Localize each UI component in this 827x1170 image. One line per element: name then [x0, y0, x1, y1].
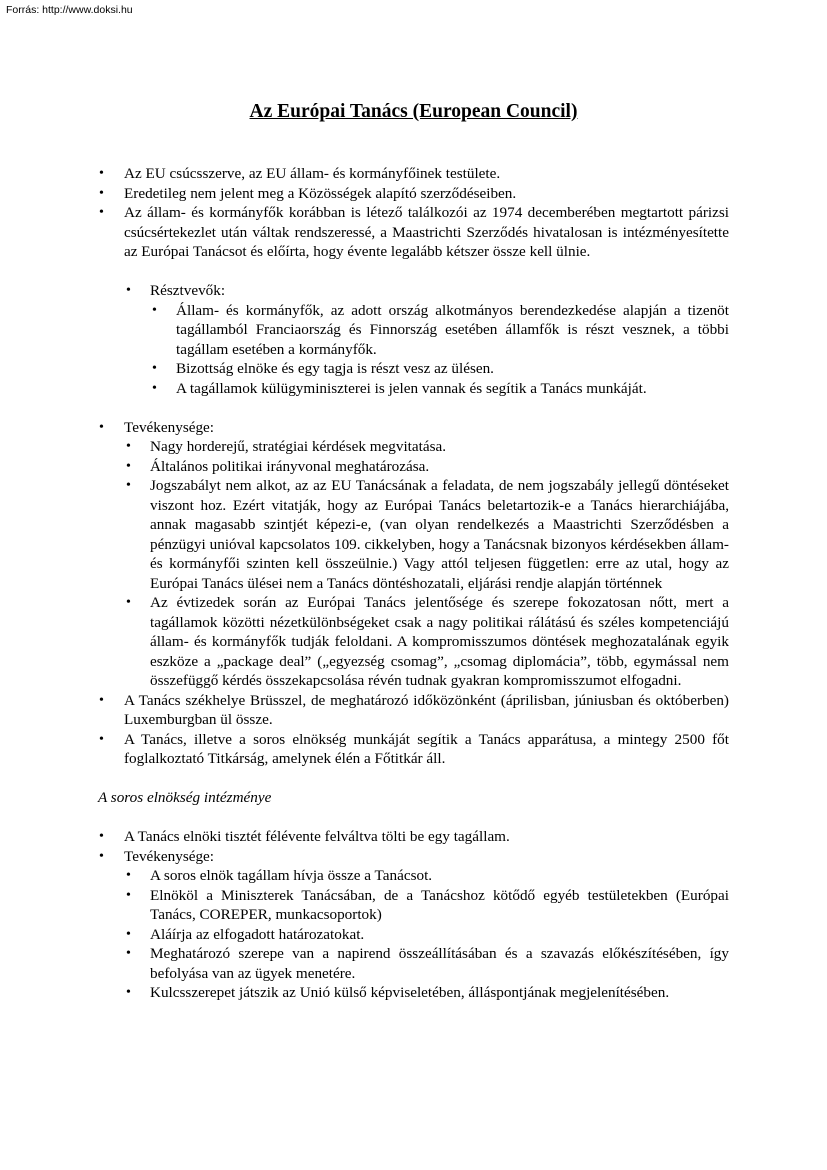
list-item: • Kulcsszerepet játszik az Unió külső képviseletében, álláspontjának megjelenítésében.: [124, 983, 729, 1003]
section-heading: A soros elnökség intézménye: [98, 789, 272, 806]
list-item: • A soros elnök tagállam hívja össze a Tanácsot.: [124, 866, 729, 886]
activity-label: Tevékenysége:: [124, 418, 215, 436]
list-item: • Meghatározó szerepe van a napirend összeállításában és a szavazás előkészítésében, így befolyása van az ügyek menetére.: [124, 944, 729, 983]
list-item: • Elnököl a Miniszterek Tanácsában, de a Tanácshoz kötődő egyéb testületekben (Európai Tanács, COREPER, munkacsoportok): [124, 886, 729, 925]
list-item: • A Tanács elnöki tisztét félévente felváltva tölti be egy tagállam.: [98, 827, 729, 847]
participants-list: [124, 281, 729, 398]
list-item: • A tagállamok külügyminiszterei is jelen vannak és segítik a Tanács munkáját.: [150, 379, 729, 399]
list-item: • A Tanács székhelye Brüsszel, de meghatározó időközönként (áprilisban, júniusban és októberben) Luxemburgban ül össze.: [98, 691, 729, 730]
presidency-activity-label: Tevékenysége:: [124, 847, 215, 865]
list-item: • Általános politikai irányvonal meghatározása.: [124, 457, 729, 477]
list-item: • Aláírja az elfogadott határozatokat.: [124, 925, 729, 945]
participants-label: Résztvevők:: [150, 282, 226, 299]
presidency-list: [98, 827, 729, 1003]
activity-list: [98, 418, 729, 769]
list-item: • Jogszabályt nem alkot, az az EU Tanácsának a feladata, de nem jogszabály jellegű döntéseket viszont hoz. Ezért vitatják, hogy az Európai Tanács beletartozik-e a Tanács hierarchiájába, annak magasabb szintjét képezi-e, (van olyan rendelkezés a Maastrichti Szerződésben a pénzügyi unióval kapcsolatos 109. cikkelyben, hogy a Tanácsnak bizonyos kérdésekben állam- és kormányfői szinten kell összeülnie.) Vagy attól teljesen független: erre az utal, hogy az Európai Tanács ülései nem a Tanács döntéshozatali, eljárási rendje alapján történnek: [124, 476, 729, 593]
page-title: Az Európai Tanács (European Council): [249, 101, 578, 122]
list-item: • Nagy horderejű, stratégiai kérdések megvitatása.: [124, 437, 729, 457]
presidency-sublist: [124, 866, 729, 1003]
activity-item: [98, 418, 729, 691]
list-item: • Bizottság elnöke és egy tagja is részt vesz az ülésen.: [150, 359, 729, 379]
list-item: • Eredetileg nem jelent meg a Közösségek alapító szerződéseiben.: [98, 184, 729, 204]
source-note: Forrás: http://www.doksi.hu: [6, 4, 133, 16]
list-item: • Az állam- és kormányfők korábban is létező találkozói az 1974 decemberében megtartott párizsi csúcsértekezlet után váltak rendszeressé, a Maastrichti Szerződés hivatalosan is intézményesítette az Európai Tanácsot és előírta, hogy évente legalább kétszer össze kell ülnie.: [98, 203, 729, 262]
list-item: • A Tanács, illetve a soros elnökség munkáját segítik a Tanács apparátusa, a mintegy 2500 főt foglalkoztató Titkárság, amelynek élén a Főtitkár áll.: [98, 730, 729, 769]
list-item: • Az EU csúcsszerve, az EU állam- és kormányfőinek testülete.: [98, 164, 729, 184]
participants-item: [124, 281, 729, 398]
list-item: • Állam- és kormányfők, az adott ország alkotmányos berendezkedése alapján a tizenöt tagállamból Franciaország és Finnország esetében államfők is részt vesznek, a többi tagállam esetében a kormányfők.: [150, 301, 729, 360]
document-body: [98, 164, 729, 1003]
intro-list: [98, 164, 729, 262]
presidency-activity-item: [98, 847, 729, 1003]
activity-sublist: [124, 437, 729, 691]
list-item: • Az évtizedek során az Európai Tanács jelentősége és szerepe fokozatosan nőtt, mert a tagállamok közötti nézetkülönbségeket csak a nagy politikai rálátású és széles kompetenciájú állam- és kormányfők tudják feloldani. A kompromisszumos döntések meghozatalának egyik eszköze a „package deal” („egyezség csomag”, „csomag diplomácia”, több, egymással nem összefüggő kérdés összekapcsolása révén tudnak gyakran kompromisszumot elfogadni.: [124, 593, 729, 691]
participants-sublist: [150, 301, 729, 399]
